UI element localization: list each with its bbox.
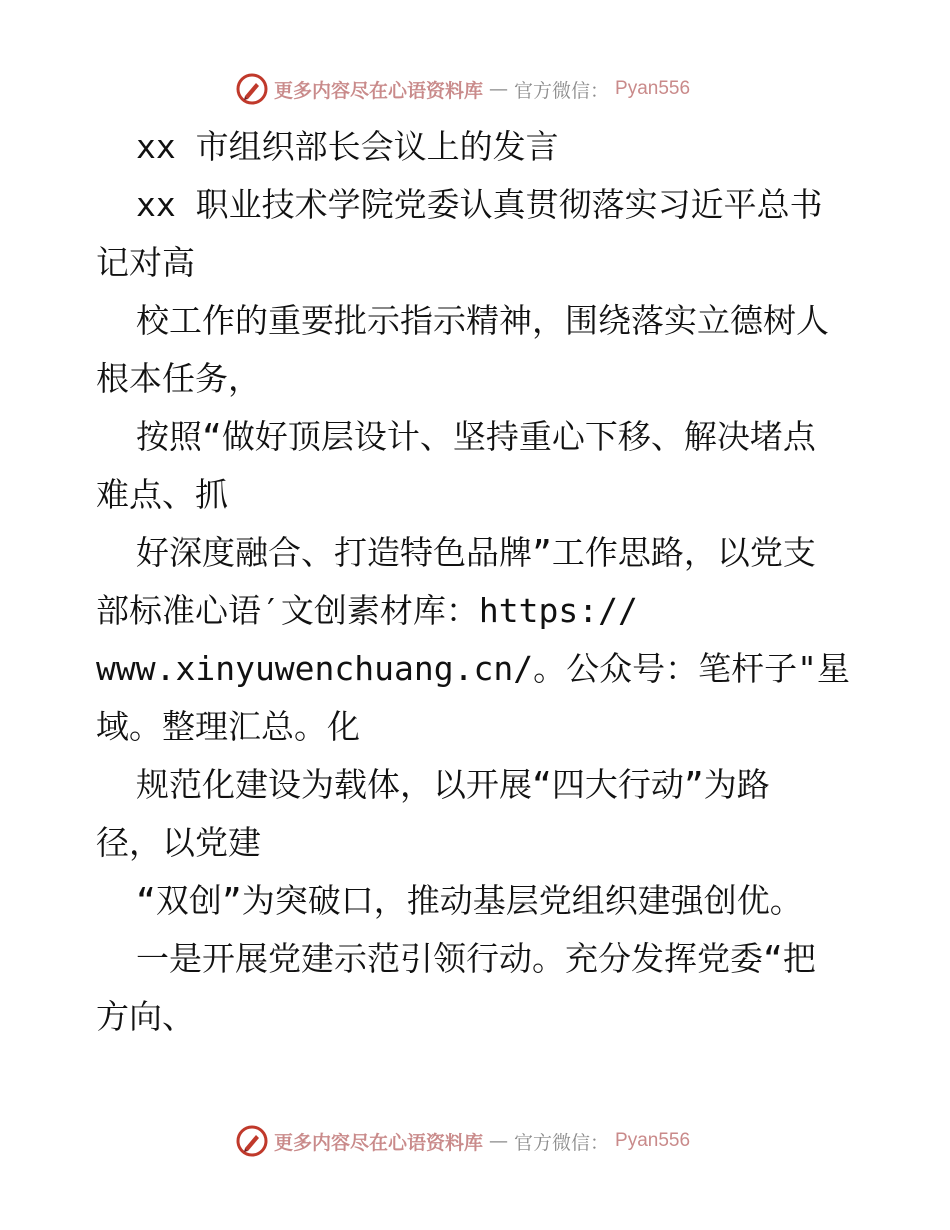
footer-watermark xyxy=(236,1124,690,1158)
header-watermark xyxy=(236,72,690,106)
doc-line: 按照“做好顶层设计、坚持重心下移、解决堵点 xyxy=(136,417,816,456)
pen-logo-icon xyxy=(236,73,268,105)
doc-line: 根本任务， xyxy=(96,359,261,398)
pen-logo-icon xyxy=(236,1125,268,1157)
doc-line: 好深度融合、打造特色品牌”工作思路，以党支 xyxy=(136,533,816,572)
doc-line: www.xinyuwenchuang.cn/。公众号：笔杆子"星 xyxy=(96,649,850,688)
document-body xyxy=(96,118,856,1046)
doc-line: 记对高 xyxy=(96,243,195,282)
watermark-brand: 更多内容尽在心语资料库 xyxy=(274,79,484,102)
doc-line: 径，以党建 xyxy=(96,823,261,862)
doc-line: 一是开展党建示范引领行动。充分发挥党委“把 xyxy=(136,939,816,978)
doc-line: 规范化建设为载体，以开展“四大行动”为路 xyxy=(136,765,770,804)
watermark-official: 官方微信： xyxy=(514,79,610,102)
doc-line: 校工作的重要批示指示精神，围绕落实立德树人 xyxy=(136,301,829,340)
watermark-id: Pyan556 xyxy=(615,1130,691,1151)
doc-line: 域。整理汇总。化 xyxy=(96,707,360,746)
doc-line: “双创”为突破口，推动基层党组织建强创优。 xyxy=(136,881,803,920)
doc-line: 难点、抓 xyxy=(96,475,228,514)
watermark-official: 官方微信： xyxy=(514,1131,610,1154)
doc-title: xx 市组织部长会议上的发言 xyxy=(136,127,559,166)
watermark-brand: 更多内容尽在心语资料库 xyxy=(274,1131,484,1154)
watermark-separator: — xyxy=(489,78,509,100)
doc-line: xx 职业技术学院党委认真贯彻落实习近平总书 xyxy=(136,185,823,224)
doc-line: 部标准心语′文创素材库：https:// xyxy=(96,591,638,630)
doc-line: 方向、 xyxy=(96,997,195,1036)
watermark-id: Pyan556 xyxy=(615,78,691,99)
watermark-separator: — xyxy=(489,1130,509,1152)
